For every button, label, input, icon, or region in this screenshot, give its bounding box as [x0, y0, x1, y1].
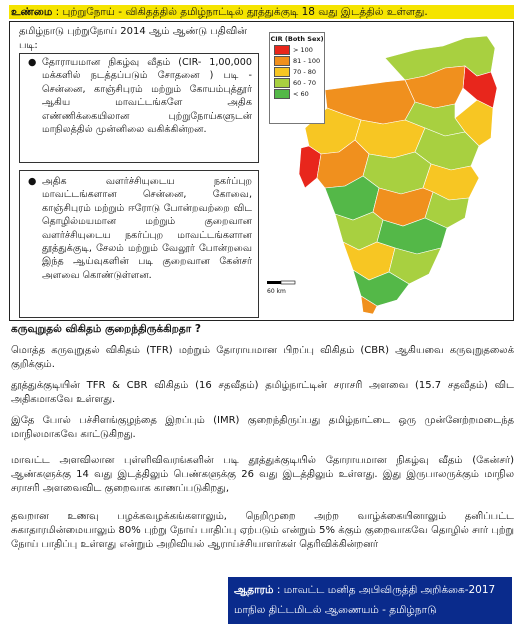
scale-bar-icon [267, 280, 297, 286]
legend-label: > 100 [293, 45, 313, 54]
legend-swatch [274, 45, 290, 55]
bullet-dot-icon: ● [28, 176, 37, 187]
legend-title: CIR (Both Sex) [270, 35, 324, 43]
source-line-1 [234, 580, 506, 600]
paragraph-tuticorin-rate: தூத்துக்குடியின் TFR & CBR விகிதம் (16 சதவீதம்) தமிழ்நாட்டின் சராசரி அளவை (15.7 சதவீதம்) விட அதிகமாகவே உள்ளது. [11, 380, 514, 405]
legend-swatch [274, 89, 290, 99]
legend-label: < 60 [293, 89, 309, 98]
legend-swatch [274, 78, 290, 88]
bullet-text: தோராயமான நிகழ்வு வீதம் (CIR- 1,00,000 மக்களில் நடத்தப்படும் சோதனை ) படி - சென்னை, காஞ்சிபுரம் மற்றும் கோயம்புத்தூர் ஆகிய மாவட்டங்களே அதிக எண்ணிக்கையிலான புற்றுநோய்களுடன் மாநிலத்தில் முன்னிலை வகிக்கின்றன. [42, 57, 252, 136]
banner-lead: உண்மை [11, 6, 53, 18]
legend-label: 81 - 100 [293, 56, 321, 65]
source-text-2: மாநில திட்டமிடல் ஆணையம் - தமிழ்நாடு [234, 604, 437, 616]
legend-row [274, 56, 324, 65]
list-item [20, 56, 258, 136]
legend-row [274, 45, 324, 54]
paragraph-district-stats: மாவட்ட அளவிலான புள்ளிவிவரங்களின் படி தூத்துக்குடியில் தோராயமான நிகழ்வு வீதம் (கேன்சர்) ஆண்களுக்கு 14 வது இடத்திலும் பெண்களுக்கு 26 வது இடத்திலும் உள்ளது. இது இருபாலருக்கும் மாநில சராசரி அளவைவிட குறைவாக காணப்படுகிறது, [11, 455, 514, 494]
legend-label: 70 - 80 [293, 67, 317, 76]
map-scale-bar [267, 280, 297, 295]
paragraph-tfr: மொத்த கருவுறுதல் விகிதம் (TFR) மற்றும் தோராயமான பிறப்பு விகிதம் (CBR) ஆகியவை கருவுறுதலைக் குறிக்கும். [11, 345, 514, 370]
legend-row [274, 78, 324, 87]
cancer-map [265, 28, 505, 316]
source-text-1: : மாவட்ட மனித அபிவிருத்தி அறிக்கை-2017 [276, 584, 496, 596]
banner-text: : புற்றுநோய் - விகிதத்தில் தமிழ்நாட்டில் தூத்துக்குடி 18 வது இடத்தில் உள்ளது. [55, 6, 428, 18]
legend-row [274, 89, 324, 98]
source-box [228, 577, 512, 624]
legend-label: 60 - 70 [293, 78, 317, 87]
section-question: கருவுறுதல் விகிதம் குறைந்திருக்கிறதா ? [11, 323, 201, 335]
bullet-box-2 [19, 170, 259, 318]
bullet-box-1 [19, 53, 259, 163]
source-lead: ஆதாரம் [234, 584, 274, 596]
headline-banner [9, 5, 514, 19]
list-item [20, 175, 258, 282]
legend-swatch [274, 67, 290, 77]
paragraph-imr: இதே போல் பச்சிளங்குழந்தை இறப்பும் (IMR) குறைந்திருப்பது தமிழ்நாட்டை ஒரு முன்னேற்றமடைந்த மாநிலமாகவே காட்டுகிறது. [11, 415, 514, 440]
map-legend [269, 32, 325, 124]
scale-label: 60 km [267, 288, 286, 295]
legend-swatch [274, 56, 290, 66]
bullet-text: அதிக வளர்ச்சியுடைய நகர்ப்புற மாவட்டங்களான சென்னை, கோவை, காஞ்சிபுரம் மற்றும் ஈரோடு போன்றவற்றை விட தொழில்மயமான மற்றும் குறைவான வளர்ச்சியுடைய நகர்ப்புற மாவட்டங்களான தூத்துக்குடி, சேலம் மற்றும் வேலூர் போன்றவை இந்த ஆய்வுகளின் படி குறைவான கேன்சர் அளவை கொண்டுள்ளன. [42, 176, 252, 281]
legend-row [274, 67, 324, 76]
bullet-dot-icon: ● [28, 57, 37, 68]
paragraph-causes: தவறான உணவு பழக்கவழக்கங்களாலும், நெறிமுறை அற்ற வாழ்க்கையினாலும் தனிப்பட்ட சுகாதாரமின்மையாலும் 80% புற்று நோய் பாதிப்பு ஏற்படும் என்றும் 5% க்கும் குறைவாகவே தொழில் சார் புற்று நோய் பாதிப்பு உள்ளது என்றும் அறிவியல் ஆராய்ச்சியாளர்கள் தெரிவிக்கின்றனர் [11, 511, 514, 550]
intro-text: தமிழ்நாடு புற்றுநோய் 2014 ஆம் ஆண்டு பதிவின் படி: [19, 26, 247, 51]
